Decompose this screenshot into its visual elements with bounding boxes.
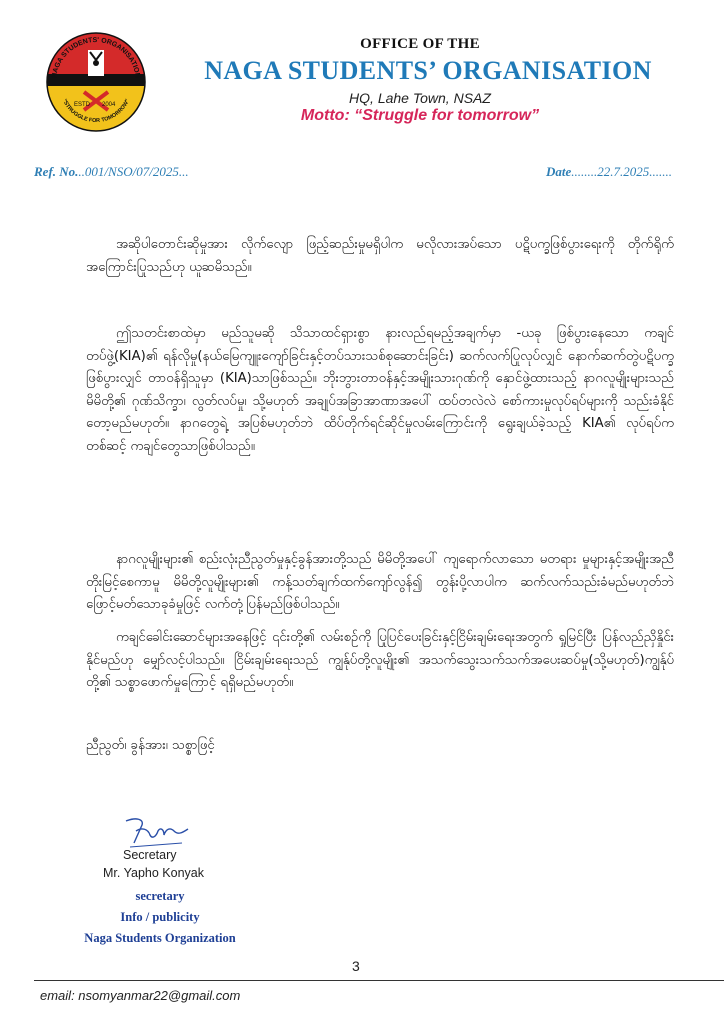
organisation-name: NAGA STUDENTS’ ORGANISATION bbox=[204, 56, 652, 85]
nso-logo bbox=[44, 30, 148, 134]
date-value: ........22.7.2025....... bbox=[571, 164, 673, 179]
handwritten-signature bbox=[122, 813, 192, 849]
stamp-line-1: secretary bbox=[135, 889, 185, 903]
logo-ring-text: NAGA STUDENTS' ORGANISATION bbox=[51, 36, 141, 79]
logo-estd: ESTD bbox=[74, 102, 91, 108]
body-paragraph-2: ဤသတင်းစာထဲမှာ မည်သူမဆို သိသာထင်ရှားစွာ နားလည်ရမည့်အချက်မှာ -ယခု ဖြစ်ပွားနေသော ကချင်တပ်ဖွဲ့(KIA)၏ ရန်လိုမှု(နယ်မြေကျူးကျော်ခြင်းနှင့်တပ်သားသစ်စုဆောင်းခြင်း) ဆက်လက်ပြုလုပ်လျှင် နောက်ဆက်တွဲပဋိပက္ခဖြစ်ပွားလျှင် တာဝန်ရှိသူမှာ (KIA)သာဖြစ်သည်။ ဘိုးဘွားတာဝန်နှင့်အမျိုးသားဂုဏ်ကို နှောင်ဖွဲ့ထားသည့် နာဂလူမျိုးများသည် မိမိတို့၏ ဂုဏ်သိက္ခာ၊ လွတ်လပ်မှု၊ သို့မဟုတ် အချုပ်အခြာအာဏာအပေါ် ထပ်တလဲလဲ စော်ကားမှုလုပ်ရပ်များကို သည်းခံနိုင်တော့မည်မဟုတ်။ နာဂတွေရဲ့ အပြစ်မဟုတ်ဘဲ ထိပ်တိုက်ရင်ဆိုင်မှုလမ်းကြောင်းကို ရွေးချယ်ခဲ့သည့် KIA၏ လုပ်ရပ်ကတစ်ဆင့် ကချင်တွေသာဖြစ်ပါသည်။ bbox=[86, 326, 674, 454]
letter-date bbox=[546, 164, 672, 180]
signatory-name: Mr. Yapho Konyak bbox=[103, 866, 204, 880]
letterhead bbox=[0, 0, 724, 140]
footer-divider bbox=[34, 980, 724, 981]
body-paragraph-4: ကချင်ခေါင်းဆောင်များအနေဖြင့် ၎င်းတို့၏ လမ်းစဉ်ကို ပြုပြင်ပေးခြင်းနှင့်ငြိမ်းချမ်းရေးအတွက် ရှုမြင်ပြီး ပြန်လည်ညှိနှိုင်းနိုင်မည်ဟု မျှော်လင့်ပါသည်။ ငြိမ်းချမ်းရေးသည် ကျွန်ုပ်တို့လူမျိုး၏ အသက်သွေးသက်သက်အပေးဆပ်မှု(သို့မဟုတ်)ကျွန်ုပ်တို့၏ သစ္စာဖောက်မှုကြောင့် ရရှိမည်မဟုတ်။ bbox=[86, 630, 674, 690]
logo-bottom-text: "STRUGGLE FOR TOMORROW" bbox=[60, 98, 132, 125]
motto: Motto: “Struggle for tomorrow” bbox=[300, 107, 540, 124]
signatory-title: Secretary bbox=[123, 848, 177, 862]
closing-line: ညီညွတ်၊ ခွန်အား၊ သစ္စာဖြင့် bbox=[86, 738, 215, 753]
logo-year: 2004 bbox=[102, 102, 116, 108]
date-label: Date bbox=[546, 164, 572, 179]
page-number: 3 bbox=[352, 958, 360, 974]
reference-label: Ref. No. bbox=[34, 164, 79, 179]
stamp-line-2: Info / publicity bbox=[120, 910, 200, 924]
reference-value: ..001/NSO/07/2025... bbox=[78, 164, 189, 179]
footer-email: email: nsomyanmar22@gmail.com bbox=[40, 988, 241, 1003]
body-paragraph-1: အဆိုပါတောင်းဆိုမှုအား လိုက်လျော ဖြည့်ဆည်းမှုမရှိပါက မလိုလားအပ်သော ပဋိပက္ခဖြစ်ပွားရေးကို တိုက်ရိုက်အကြောင်းပြုသည်ဟု ယူဆမိသည်။ bbox=[86, 237, 674, 275]
stamp-line-3: Naga Students Organization bbox=[84, 931, 236, 945]
body-paragraph-3: နာဂလူမျိုးများ၏ စည်းလုံးညီညွတ်မှုနှင့်ခွန်အားတို့သည် မိမိတို့အပေါ် ကျရောက်လာသော မတရား မှုများနှင့်အမျိုးအညီ တိုးမြင့်စေကာမူ မိမိတို့လူမျိုးများ၏ ကန့်သတ်ချက်ထက်ကျော်လွန်၍ တွန်းပို့လာပါက ဆက်လက်သည်းခံမည်မဟုတ်ဘဲ ဖြောင့်မတ်သောခုခံမှုဖြင့် လက်တုံ့ပြန်မည်ဖြစ်ပါသည်။ bbox=[86, 552, 674, 612]
office-line: OFFICE OF THE bbox=[360, 36, 480, 52]
headquarters-address: HQ, Lahe Town, NSAZ bbox=[349, 90, 491, 106]
reference-number bbox=[34, 164, 189, 180]
